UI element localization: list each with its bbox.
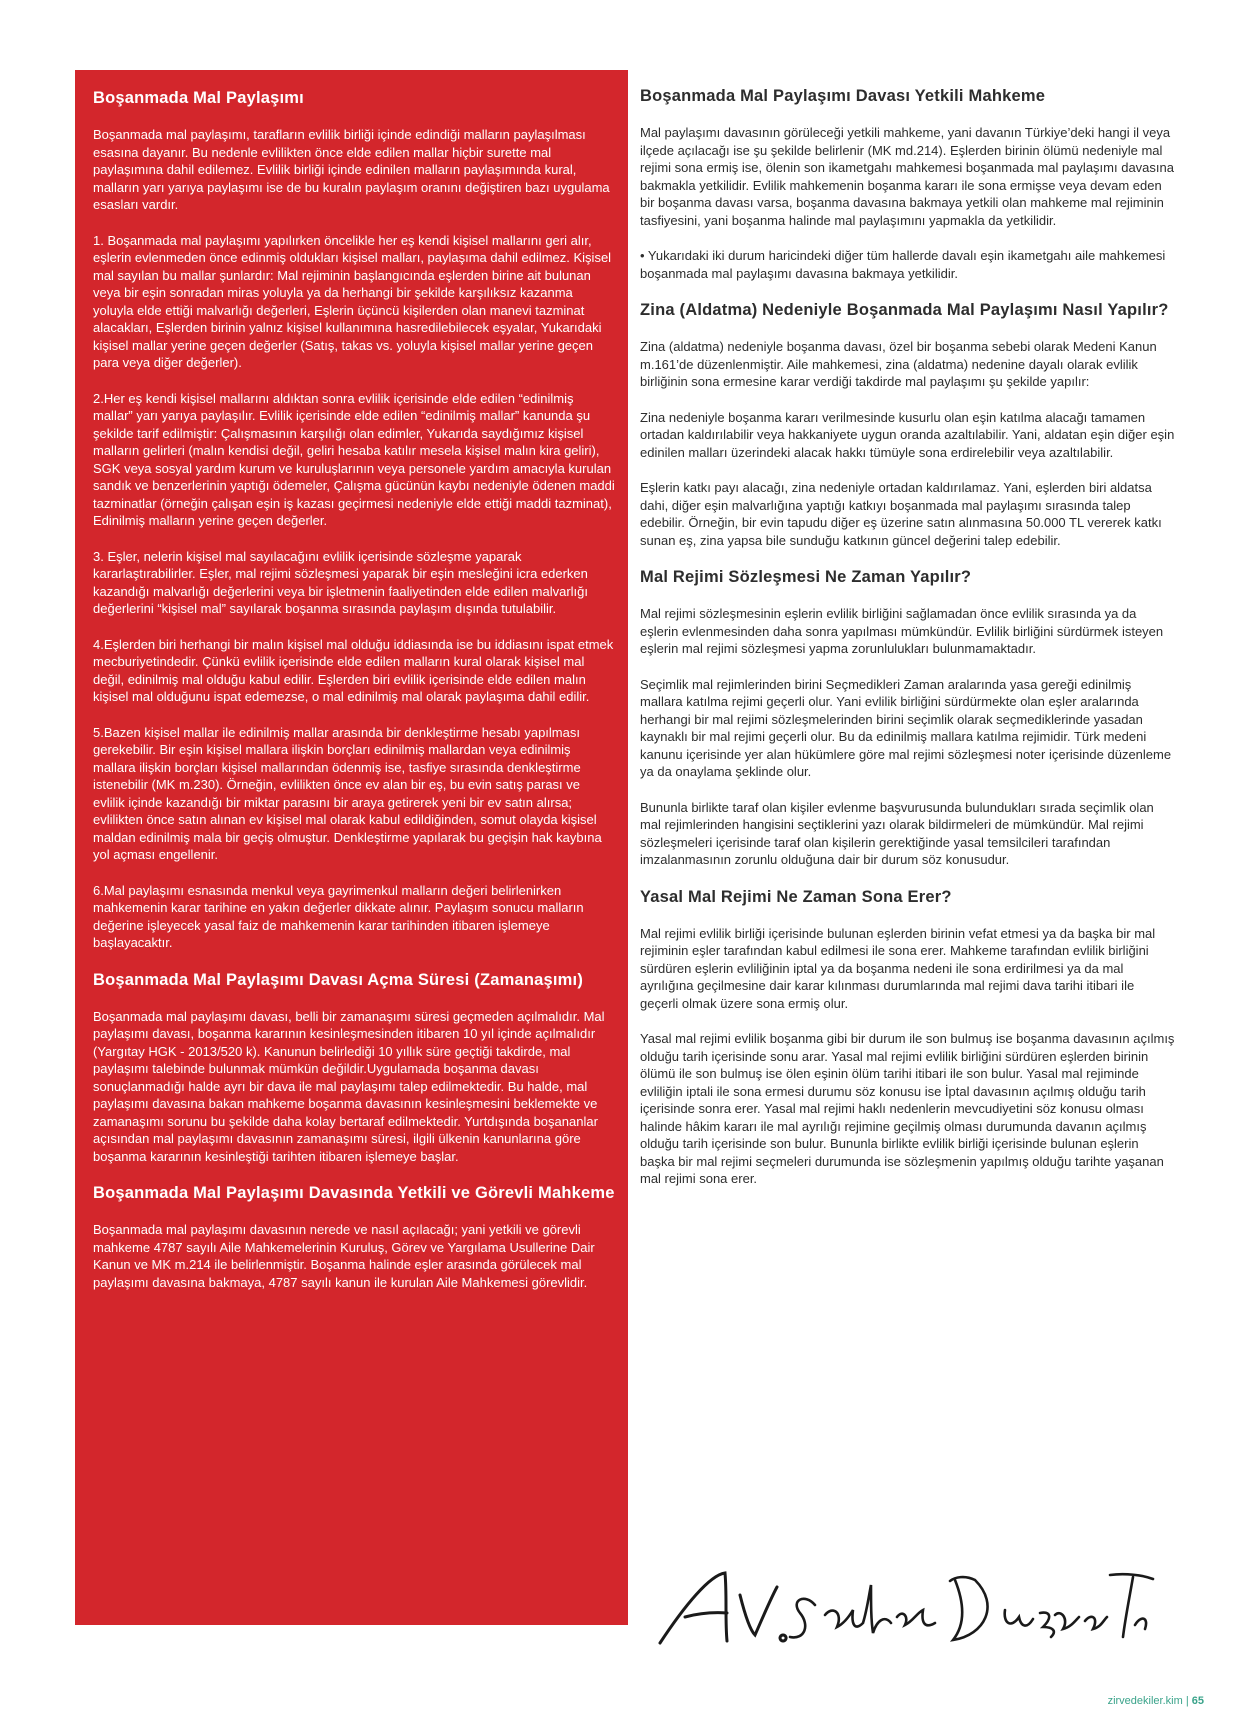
section-title: Zina (Aldatma) Nedeniyle Boşanmada Mal Paylaşımı Nasıl Yapılır? [640,301,1169,319]
section-title: Boşanmada Mal Paylaşımı Davası Yetkili Mahkeme [640,87,1046,105]
paragraph: Seçimlik mal rejimlerinden birini Seçmedikleri Zaman aralarında yasa gereği edinilmiş mallara katılma rejimi geçerli olur. Yani evlilik birliğini sürdürmekte olan eşler aralarında herhangi bir mal rejimi sözleşmelerinden birini seçimlik olarak seçmediklerinde yasadan kaynaklı bir mal rejimi geçerli olur. Bu da edinilmiş mallara katılma rejimidir. Türk medeni kanunu içerisinde yer alan hükümlere göre mal rejimi sözleşmesi noter içerisinde düzenleme ya da onaylama şeklinde olur. [640,676,1172,779]
section-yasal-mal-rejimi [640,887,1175,1188]
paragraph: Mal rejimi sözleşmesinin eşlerin evlilik birliğini sağlamadan önce evlilik sırasında ya da eşlerin evlenmesinden daha sonra yapılması mümkündür. Evlilik birliğini sürdürmek isteyen eşlerin mal rejimi sözleşmesi yapma zorunlulukları bulunmamaktadır. [640,606,1164,656]
left-column [93,86,615,1309]
section-zamanasimi [93,970,615,1166]
section-title: Yasal Mal Rejimi Ne Zaman Sona Erer? [640,887,952,906]
section-mal-paylasimi [93,88,615,952]
section-yetkili-gorevli-mahkeme [93,1183,615,1291]
section-mal-rejimi-sozlesmesi [640,567,1175,869]
section-yetkili-mahkeme [640,86,1175,282]
paragraph: 2.Her eş kendi kişisel mallarını aldıktan sonra evlilik içerisinde elde edilen “edinilmiş mallar” yarı yarıya paylaşılır. Evlilik içerisinde elde edilen “edinilmiş mallar” kanunda şu şekilde tarif edilmiştir: Çalışmasının karşılığı olan edimler, Yukarıda saydığımız kişisel malların gelirleri (malın kendisi değil, geliri hesaba katılır mesela kişisel malın kira geliri), SGK veya sosyal yardım kurum ve kuruluşlarının veya personele yardım amacıyla kurulan sandık ve benzerlerinin yaptığı ödemeler, Çalışma gücünün kaybı nedeniyle ödenen maddi tazminatlar (örneğin çalışan eşin iş kazası geçirmesi nedeniyle elde ettiği maddi tazminat), Edinilmiş malların yerine geçen değerler. [93,390,615,528]
paragraph: Zina (aldatma) nedeniyle boşanma davası, özel bir boşanma sebebi olarak Medeni Kanun m.161’de düzenlenmiştir. Aile mahkemesi, zina (aldatma) nedenine dayalı olarak evlilik birliğinin sona ermesine karar verdiği takdirde mal paylaşımı şu şekilde yapılır: [640,339,1157,389]
paragraph: 6.Mal paylaşımı esnasında menkul veya gayrimenkul malların değeri belirlenirken mahkemenin karar tarihine en yakın değerler dikkate alınır. Paylaşım sonucu malların değerine işleyecek yasal faiz de mahkemenin karar tarihinden itibaren işlemeye başlayacaktır. [93,882,584,950]
paragraph: • Yukarıdaki iki durum haricindeki diğer tüm hallerde davalı eşin ikametgahı aile mahkemesi boşanmada mal paylaşımı davasına bakmaya yetkilidir. [640,248,1166,281]
paragraph: Yasal mal rejimi evlilik boşanma gibi bir durum ile son bulmuş ise boşanma davasının açılmış olduğu tarih içerisinde sonu arar. Yasal mal rejimi evlilik birliğini sürdüren eşlerden birinin ölümü ile son bulmuş ise ölen eşinin ölüm tarihi itibari ile son bulur. Yasal mal rejiminde evliliğin iptali ile sona ermesi durumu söz konusu ise İptal davasının açılmış olduğu tarih içerisinde sonra erer. Yasal mal rejimi haklı nedenlerin mevcudiyetini söz konusu olması halinde hâkim kararı ile mal ayrılığı rejimine geçilmiş olması durumunda davanın açılmış olduğu tarih içerisinde son bulur. Bununla birlikte evlilik birliği içerisinde bulunan eşlerin başka bir mal rejimi seçmeleri durumunda ise sözleşmenin yapılmış olduğu tarihte yaşanan mal rejimi sona erer. [640,1031,1175,1186]
section-title: Boşanmada Mal Paylaşımı [93,89,304,107]
paragraph: Bununla birlikte taraf olan kişiler evlenme başvurusunda bulundukları sırada seçimlik olan mal rejimlerinden hangisini seçtiklerini yazı olarak bildirmeleri de mümkündür. Mal rejimi sözleşmeleri içerisinde taraf olan kişilerin gerektiğinde yasal temsilcileri tarafından imzalanmasının zorunlu olduğuna dair bir durum söz konusudur. [640,799,1154,867]
paragraph: Boşanmada mal paylaşımı, tarafların evlilik birliği içinde edindiği malların paylaşılması esasına dayanır. Bu nedenle evlilikten önce elde edilen mallar hiçbir surette mal paylaşımına dahil edilemez. Evlilik birliği içinde edinilen malların paylaşımında kural, malların yarı yarıya paylaşımı ise de bu kuralın paylaşım oranını değiştiren bazı uygulama esasları vardır. [93,127,610,212]
section-title: Mal Rejimi Sözleşmesi Ne Zaman Yapılır? [640,568,972,586]
paragraph: Mal paylaşımı davasının görüleceği yetkili mahkeme, yani davanın Türkiye’deki hangi il veya ilçede açılacağı ise şu şekilde belirlenir (MK md.214). Eşlerden birinin ölümü nedeniyle mal rejimi sona ermiş ise, ölenin son ikametgahı mahkemesi boşanmada mal paylaşımı davasına bakmakla yetkilidir. Evlilik mahkemenin boşanma kararı ile sona ermişse veya devam eden bir boşanma davası varsa, boşanma davasına bakmaya yetkili olan mahkeme mal rejiminin tasfiyesini, yani boşanma halinde mal paylaşımını yapmakla da yetkilidir. [640,125,1174,228]
right-column [640,86,1175,1206]
paragraph: Boşanmada mal paylaşımı davasının nerede ve nasıl açılacağı; yani yetkili ve görevli mahkeme 4787 sayılı Aile Mahkemelerinin Kuruluş, Görev ve Yargılama Usullerine Dair Kanun ve MK m.214 ile belirlenmiştir. Boşanma halinde eşler arasında görülecek mal paylaşımı davasına bakmaya, 4787 sayılı kanun ile kurulan Aile Mahkemesi görevlidir. [93,1222,595,1290]
paragraph: 5.Bazen kişisel mallar ile edinilmiş mallar arasında bir denkleştirme hesabı yapılması gerekebilir. Bir eşin kişisel mallara ilişkin borçları edinilmiş mallardan veya edinilmiş mallara ilişkin borçları kişisel mallarından ödenmiş ise, tasfiye sırasında denkleştirme istenebilir (MK m.230). Örneğin, evlilikten önce ev alan bir eş, bu evin satış parası ve evlilik içinde kazandığı bir miktar parasını bir araya getirerek yeni bir ev satın alırsa; evlilikten önce satın alınan ev kişisel mal olarak kabul edildiğinden, somut olayda kişisel maldan edinilmiş mala bir geçiş olmuştur. Denkleştirme yapılarak bu geçişin hak kaybına yol açması engellenir. [93,724,602,862]
section-title: Boşanmada Mal Paylaşımı Davasında Yetkili ve Görevli Mahkeme [93,1184,615,1202]
paragraph: 1. Boşanmada mal paylaşımı yapılırken öncelikle her eş kendi kişisel mallarını geri alır, eşlerin evlenmeden önce edinmiş oldukları kişisel malları, paylaşıma dahil edilmez. Kişisel mal sayılan bu mallar şunlardır: Mal rejiminin başlangıcında eşlerden birine ait bulunan veya bir eşin sonradan miras yoluyla ya da herhangi bir şekilde karşılıksız kazanma yoluyla elde ettiği malvarlığı değerleri, Eşlerin üçüncü kişilerden olan manevi tazminat alacakları, Eşlerden birinin yalnız kişisel kullanımına hasredilebilecek eşyalar, Yukarıdaki kişisel mallar yerine geçen değerler (Satış, takas vs. yoluyla kişisel mallar yerine geçen para veya diğer değerler). [93,232,612,370]
page-number: 65 [1191,1695,1204,1707]
author-signature [655,1565,1155,1655]
paragraph: 3. Eşler, nelerin kişisel mal sayılacağını evlilik içerisinde sözleşme yaparak kararlaştırabilirler. Eşler, mal rejimi sözleşmesi yaparak bir eşin mesleğini icra ederken kazandığı malvarlığı değerlerini veya bir işletmenin faaliyetinden elde edilen malvarlığı değerlerini “kişisel mal” sayılarak boşanma sırasında paylaşım dışında tutulabilir. [93,548,588,616]
footer-site: zirvedekiler.kim [1107,1695,1183,1707]
paragraph: Zina nedeniyle boşanma kararı verilmesinde kusurlu olan eşin katılma alacağı tamamen ortadan kaldırılabilir veya hakkaniyete uygun oranda azaltılabilir. Yani, aldatan eşin diğer eşin edinilen malları üzerindeki alacak hakkı tümüyle sona erdirelebilir veya azaltılabilir. [640,409,1175,460]
paragraph: Boşanmada mal paylaşımı davası, belli bir zamanaşımı süresi geçmeden açılmalıdır. Mal paylaşımı davası, boşanma kararının kesinleşmesinden itibaren 10 yıl içinde açılmalıdır (Yargıtay HGK - 2013/520 k). Kanunun belirlediği 10 yıllık süre geçtiği takdirde, mal paylaşımı talebinde bulunmak mümkün değildir.Uygulamada boşanma davası sonuçlanmadığı halde ayrı bir dava ile mal paylaşımı talep edilmektedir. Bu halde, mal paylaşımı davasına bakan mahkeme boşanma davasının kesinleşmesini beklemekte ve zamanaşımı sorunu bu şekilde daha kolay bertaraf edilmektedir. Yurtdışında boşananlar açısından mal paylaşımı davasının zamanaşımı süresi, ilgili ülkenin kanunlarına göre boşanma kararının kesinleştiği tarihten itibaren işlemeye başlar. [93,1008,605,1164]
section-title: Boşanmada Mal Paylaşımı Davası Açma Süresi (Zamanaşımı) [93,970,584,989]
section-zina [640,300,1175,549]
footer-separator: | [1185,1695,1189,1707]
paragraph: Eşlerin katkı payı alacağı, zina nedeniyle ortadan kaldırılamaz. Yani, eşlerden biri aldatsa dahi, diğer eşin malvarlığına yaptığı katkıyı boşanmada mal paylaşımı sırasında talep edebilir. Örneğin, bir evin tapudu diğer eş üzerine satın alınmasına 50.000 TL vererek katkı sunan eş, zina yapsa bile sunduğu katkının güncel değerini talep edebilir. [640,480,1162,548]
page-footer [1108,1695,1204,1707]
paragraph: Mal rejimi evlilik birliği içerisinde bulunan eşlerden birinin vefat etmesi ya da başka bir mal rejiminin eşler tarafından kabul edilmesi ile sona erer. Mahkeme tarafından evlilik birliğini sürdüren eşlerin evliliğinin iptal ya da boşanma nedeni ile sona erdirilmesi ya da mal ayrılığına geçilmesine dair karar kılınması durumlarında mal rejimi dava tarihi itibari ile geçerli olmak üzere sona ermiş olur. [640,925,1156,1011]
paragraph: 4.Eşlerden biri herhangi bir malın kişisel mal olduğu iddiasında ise bu iddiasını ispat etmek mecburiyetindedir. Çünkü evlilik içerisinde elde edilen malların kural olarak kişisel mal değil, edinilmiş mal olduğu kabul edilir. Eşlerden biri evlilik içerisinde elde edilen malın kişisel mal olduğunu ispat edemezse, o mal edinilmiş mal olarak paylaşıma dahil edilir. [93,636,614,704]
